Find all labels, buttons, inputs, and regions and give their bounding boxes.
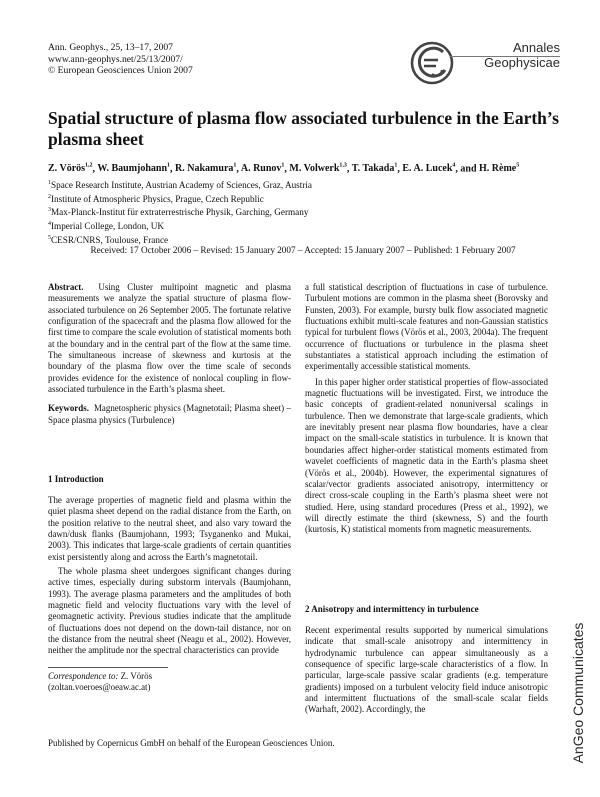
affiliation-list	[48, 178, 568, 246]
author: Z. Vörös$^{1,2}$	[48, 163, 93, 175]
side-label: AnGeo Communicates	[570, 622, 586, 763]
author: A. Runov$^1$	[240, 163, 285, 175]
abstract-label: Abstract.	[48, 282, 84, 292]
paper-title: Spatial structure of plasma flow associated turbulence in the Earth’s plasma sheet	[48, 108, 559, 149]
affiliation: $^4$Imperial College, London, UK	[48, 220, 165, 232]
logo-line-2: Geophysicae	[484, 55, 560, 70]
publisher-footer: Published by Copernicus GmbH on behalf of the European Geosciences Union.	[48, 738, 335, 748]
publication-dates: Received: 17 October 2006 – Revised: 15 January 2007 – Accepted: 15 January 2007 – Published: 1 February 2007	[90, 245, 516, 255]
correspondence-email[interactable]: (zoltan.voeroes@oeaw.ac.at)	[48, 682, 151, 692]
keywords-label: Keywords.	[48, 403, 89, 414]
keywords	[48, 403, 291, 426]
author: T. Takada$^1$	[351, 163, 398, 175]
paragraph: The average properties of magnetic field and plasma within the quiet plasma sheet depend on the radial distance from the Earth, on the position relative to the neutral sheet, and also vary toward the dawn/dusk flanks (Baumjohann, 1993; Tsyganenko and Mukai, 2003). This indicates that large-scale gradients of certain quantities exist persistently along and across the Earth’s magnetotail.	[48, 495, 291, 562]
author-list: Z. Vörös$^{1,2}$, W. Baumjohann$^1$, R. Nakamura$^1$, A. Runov$^1$, M. Volwerk$^{1,3}$, T. Takada$^1$, E. A. Lucek$^4$, and H. Rème$^5$	[48, 163, 520, 175]
section-1-heading: 1 Introduction	[48, 474, 104, 484]
section-2-text	[305, 625, 548, 716]
affiliation: $^5$CESR/CNRS, Toulouse, France	[48, 234, 169, 245]
keywords-text: Magnetospheric physics (Magnetotail; Plasma sheet) – Space plasma physics (Turbulence)	[48, 403, 292, 425]
affiliation: $^1$Space Research Institute, Austrian Academy of Sciences, Graz, Austria	[48, 180, 312, 191]
author: W. Baumjohann$^1$	[97, 163, 171, 175]
affiliation: $^3$Max-Planck-Institut für extraterrestrische Physik, Garching, Germany	[48, 207, 309, 218]
correspondence-name: Z. Vörös	[120, 671, 153, 681]
logo-text	[484, 40, 560, 70]
journal-citation: Ann. Geophys., 25, 13–17, 2007	[48, 42, 173, 53]
author: H. Rème$^5$	[479, 163, 520, 175]
paragraph: The whole plasma sheet undergoes significant changes during active times, especially during substorm intervals (Baumjohann, 1993). The average plasma parameters and the amplitudes of both magnetic field and velocity fluctuations vary with the level of geomagnetic activity. Previous studies indicate that the amplitude of fluctuations does not depend on the down-tail distance, nor on the distance from the neutral sheet (Neagu et al., 2002). However, neither the amplitude nor the spectral characteristics can provide	[48, 566, 291, 656]
journal-logo	[410, 38, 560, 88]
author: M. Volwerk$^{1,3}$	[289, 163, 347, 175]
footnote-rule	[48, 667, 168, 668]
abstract-text: Using Cluster multipoint magnetic and plasma measurements we analyze the spatial structure of plasma flow-associated turbulence on 26 September 2005. The fortunate relative configuration of the spacecraft and the plasma flow allowed for the first time to compare the scale evolution of statistical moments both at the boundary and in the central part of the flow at the same time. The simultaneous increase of skewness and kurtosis at the boundary of the plasma flow over the time scale of seconds provides evidence for the existence of nonlocal coupling in flow-associated turbulence in the Earth’s plasma sheet.	[48, 282, 292, 395]
copyright-line: © European Geosciences Union 2007	[48, 65, 193, 76]
affiliation: $^2$Institute of Atmospheric Physics, Prague, Czech Republic	[48, 193, 264, 204]
paragraph: In this paper higher order statistical properties of flow-associated magnetic fluctuations will be investigated. First, we introduce the basic concepts of gradient-related nonuniversal scalings in turbulence. Then we demonstrate that large-scale gradients, which are inevitably present near plasma flow boundaries, have a clear impact on the small-scale statistics in turbulence. It is known that boundaries affect higher-order statistical moments estimated from wavelet coefficients of magnetic data in the Earth’s plasma sheet (Vörös et al., 2004b). However, the experimental signatures of scalar/vector gradients associated anisotropy, intermittency or direct cross-scale coupling in the Earth’s plasma sheet were not studied. Here, using standard procedures (Press et al., 1992), we will directly estimate the third (skewness, S) and the fourth (kurtosis, K) statistical moments from magnetic measurements.	[305, 376, 548, 535]
logo-line-1: Annales	[513, 40, 560, 55]
paragraph: a full statistical description of fluctuations in case of turbulence. Turbulent motions are common in the plasma sheet (Borovsky and Funsten, 2003). For example, bursty bulk flow associated magnetic fluctuations exhibit multi-scale features and non-Gaussian statistics typical for turbulent flows (Vörös et al., 2003, 2004a). The frequent occurrence of fluctuations or turbulence in the plasma sheet substantiates a statistical approach including the estimation of experimentally accessible statistical moments.	[305, 282, 548, 372]
correspondence	[48, 671, 152, 693]
egu-logo-icon	[410, 40, 454, 86]
introduction-text	[48, 495, 291, 657]
right-column	[305, 282, 548, 536]
left-column	[48, 282, 291, 426]
author: E. A. Lucek$^4$	[402, 163, 456, 175]
paragraph: Recent experimental results supported by numerical simulations indicate that small-scale anisotropy and intermittency in hydrodynamic turbulence can appear simultaneously as a consequence of specific large-scale characteristics of a flow. In particular, large-scale passive scalar gradients (e.g. temperature gradients) imposed on a turbulent velocity field induce anisotropic and intermittent fluctuations of the small-scale scalar fields (Warhaft, 2002). Accordingly, the	[305, 625, 548, 715]
author: R. Nakamura$^1$	[175, 163, 237, 175]
section-2-heading: 2 Anisotropy and intermittency in turbulence	[305, 604, 479, 614]
journal-header	[48, 42, 193, 77]
abstract	[48, 282, 291, 395]
journal-url[interactable]: www.ann-geophys.net/25/13/2007/	[48, 53, 183, 65]
correspondence-label: Correspondence to:	[48, 671, 119, 681]
